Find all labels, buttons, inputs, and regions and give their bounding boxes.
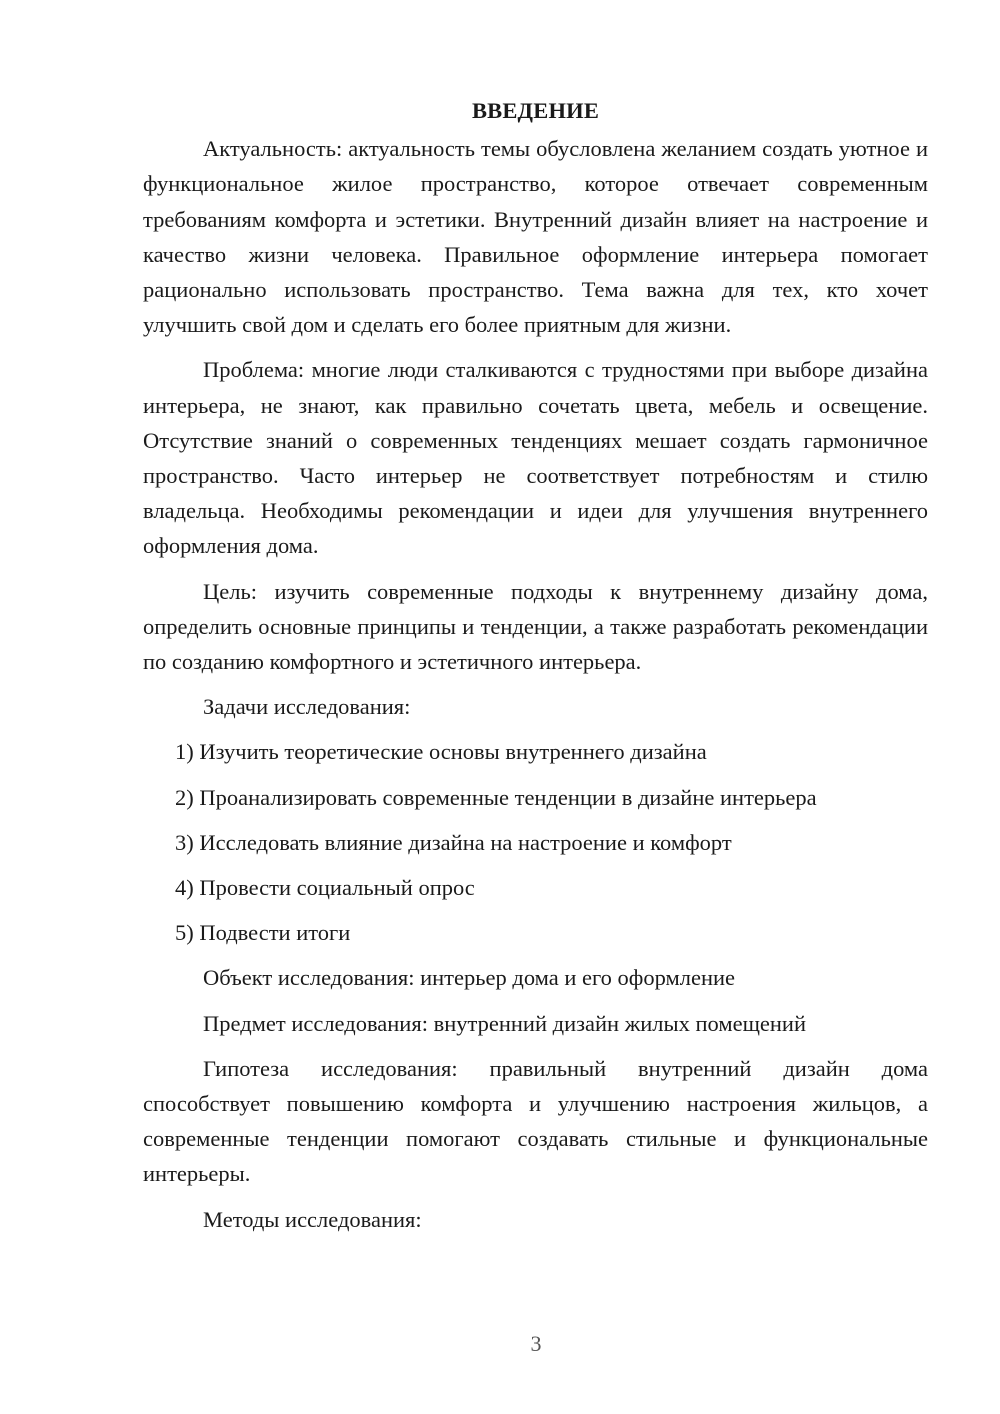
section-title: ВВЕДЕНИЕ <box>471 98 600 123</box>
goal-paragraph: Цель: изучить современные подходы к внутреннему дизайну дома, определить основные принципы и тенденции, а также разработать рекомендации по созданию комфортного и эстетичного интерьера. <box>143 578 928 675</box>
relevance-paragraph: Актуальность: актуальность темы обусловлена желанием создать уютное и функциональное жилое пространство, которое отвечает современным требованиям комфорта и эстетики. Внутренний дизайн влияет на настроение и качество жизни человека. Правильное оформление интерьера помогает рационально использовать пространство. Тема важна для тех, кто хочет улучшить свой дом и сделать его более приятным для жизни. <box>143 136 928 338</box>
task-item: 5) Подвести итоги <box>175 920 351 946</box>
methods-heading: Методы исследования: <box>203 1206 422 1232</box>
page-content <box>143 93 928 1247</box>
task-item: 2) Проанализировать современные тенденции в дизайне интерьера <box>175 784 817 810</box>
page-number: 3 <box>530 1331 542 1356</box>
hypothesis-paragraph: Гипотеза исследования: правильный внутренний дизайн дома способствует повышению комфорта и улучшению настроения жильцов, а современные тенденции помогают создавать стильные и функциональные интерьеры. <box>143 1055 928 1187</box>
task-item: 1) Изучить теоретические основы внутреннего дизайна <box>175 739 707 765</box>
tasks-heading: Задачи исследования: <box>203 694 411 720</box>
subject-paragraph: Предмет исследования: внутренний дизайн жилых помещений <box>203 1010 807 1036</box>
task-item: 3) Исследовать влияние дизайна на настроение и комфорт <box>175 829 732 855</box>
problem-paragraph: Проблема: многие люди сталкиваются с трудностями при выборе дизайна интерьера, не знают, как правильно сочетать цвета, мебель и освещение. Отсутствие знаний о современных тенденциях мешает создать гармоничное пространство. Часто интерьер не соответствует потребностям и стилю владельца. Необходимы рекомендации и идеи для улучшения внутреннего оформления дома. <box>143 357 928 559</box>
task-item: 4) Провести социальный опрос <box>175 875 475 901</box>
tasks-list <box>143 734 928 950</box>
object-paragraph: Объект исследования: интерьер дома и его оформление <box>203 965 736 991</box>
